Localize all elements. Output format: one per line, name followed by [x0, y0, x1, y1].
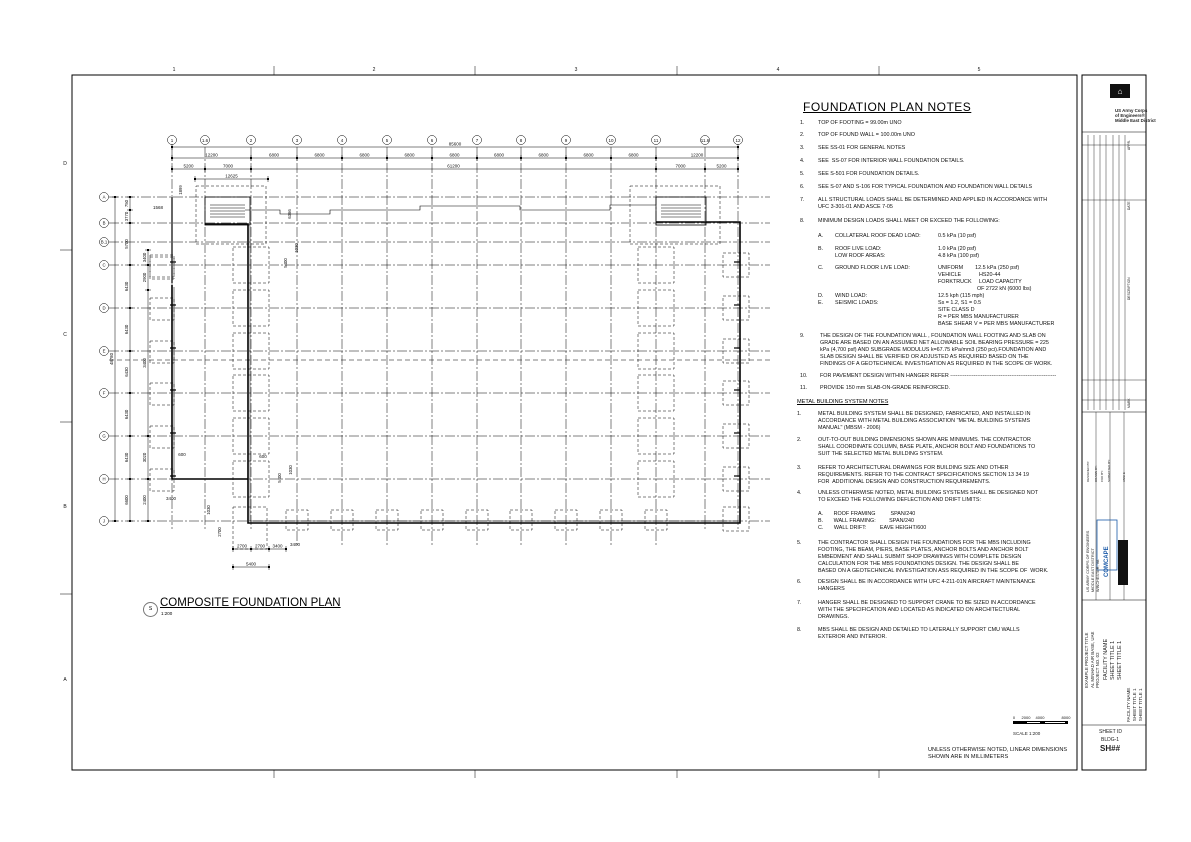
grid-row-label: A: [102, 194, 106, 200]
scale-bar-tick: 8000: [1061, 715, 1071, 720]
agency-name: US Army Corps of Engineers® Middle East District: [1115, 108, 1156, 123]
grid-column-label: 2: [249, 138, 253, 143]
dim-left-mark: [129, 264, 131, 266]
mbs-item-text: THE CONTRACTOR SHALL DESIGN THE FOUNDATIONS FOR THE MBS INCLUDING FOOTING, THE BEAM, PIERS, BASE PLATES, ANCHOR BOLTS AND ANCHOR BOLT EMBEDMENT AND SHALL SUBMIT SHOP DRAWINGS WITH COMPLETE DESIGN CALCULATION FOR THE MBS FOUNDATIONS DESIGN. THE DESIGN SHALL BE BASED ON A GEOTECHNICAL INVESTIGATION ASS REQUIRED IN THE SCOPE OF WORK.: [818, 540, 1049, 574]
dim-left-mark: [129, 307, 131, 309]
grid-column-label: 5: [385, 138, 389, 143]
dim-bottom2-mark: [232, 566, 234, 568]
zone-column-label: 1: [172, 67, 176, 73]
dim-bottom-label: 3400: [272, 543, 283, 549]
load-item-number: D. E.: [818, 293, 824, 306]
mbs-item-number: 5.: [797, 540, 802, 546]
grid-column-label: 6: [430, 138, 434, 143]
dim-left-inner-label: 3400: [142, 358, 147, 368]
load-value: UNIFORM 12.5 kPa (250 psf) VEHICLE HS20-44 FORKTRUCK LOAD CAPACITY OF 2722 kN (6000 lbs): [938, 265, 1032, 292]
grid-column-label: 12: [735, 138, 741, 143]
dim-left-overall-mark: [114, 520, 116, 522]
mbs-item-text: REFER TO ARCHITECTURAL DRAWINGS FOR BUILDING SIZE AND OTHER REQUIREMENTS. REFER TO THE CONTRACT SPECIFICATIONS SECTION 13 34 19 FOR ADDITIONAL DESIGN AND CONSTRUCTION REQUIREMENTS.: [818, 465, 1029, 485]
revision-header: DESCRIPTION: [1127, 277, 1131, 300]
dim-left-inner-mark: [147, 478, 149, 480]
dim-left-label: 6430: [124, 367, 129, 377]
dim-bays-label: 6800: [538, 152, 549, 158]
dim-bays-label: 12200: [205, 152, 218, 158]
revision-header: APPR.: [1127, 140, 1131, 150]
contractor-logo: [1118, 540, 1128, 585]
zone-row-label: B: [63, 504, 67, 510]
footing: [150, 257, 174, 279]
dim-sub-mark: [250, 168, 252, 170]
mbs-item-text: UNLESS OTHERWISE NOTED, METAL BUILDING SYSTEMS SHALL BE DESIGNED NOT TO EXCEED THE FOLLOWING DEFLECTION AND DRIFT LIMITS: A. ROOF FRAMING SPAN/240 B. WALL FRAMING: SPAN/240 C. WALL DRIFT: EAVE HEIGHT/600: [818, 490, 1039, 531]
dim-misc: 5400: [277, 473, 282, 483]
dim-left-label: 6430: [124, 452, 129, 463]
footing: [150, 255, 174, 277]
footing: [150, 383, 174, 405]
load-item-text: COLLATERAL ROOF DEAD LOAD:: [835, 233, 921, 239]
dim-sub-label: 7000: [675, 163, 686, 169]
note-item-text: MINIMUM DESIGN LOADS SHALL MEET OR EXCEED THE FOLLOWING:: [818, 218, 1000, 224]
dim-sub-mark: [704, 168, 706, 170]
sheet-title-large: FACILITY NAME SHEET TITLE 1 SHEET TITLE 1: [1103, 638, 1123, 680]
grid-row-label: D: [102, 305, 106, 311]
mbs-item-text: DESIGN SHALL BE IN ACCORDANCE WITH UFC 4-211-01N AIRCRAFT MAINTENANCE HANGERS: [818, 579, 1036, 592]
sheet-size: ANSI E: [1122, 472, 1126, 482]
grid-column-label: 3: [295, 138, 299, 143]
grid-row-label: H: [102, 476, 106, 482]
dim-door-label: 12625: [225, 173, 238, 179]
mbs-item-number: 6.: [797, 579, 802, 585]
load-value: 12.5 kph (115 mph) Ss = 1.2, S1 = 0.5 SITE CLASS D R = PER MBS MANUFACTURER BASE SHEAR V = PER MBS MANUFACTURER: [938, 293, 1055, 327]
dim-bottom2-label: 5400: [245, 561, 257, 567]
grid-row-label: F: [102, 390, 106, 396]
dim-bays-mark: [171, 157, 173, 159]
dim-bays-mark: [250, 157, 252, 159]
note-item-text: SEE SS-07 FOR INTERIOR WALL FOUNDATION DETAILS.: [818, 158, 965, 164]
note-item-text: SEE S-501 FOR FOUNDATION DETAILS.: [818, 171, 920, 177]
grid-column-label: 9: [564, 138, 568, 143]
revision-header: MARK: [1127, 398, 1131, 408]
mbs-item-text: HANGER SHALL BE DESIGNED TO SUPPORT CRANE TO BE SIZED IN ACCORDANCE WITH THE SPECIFICATION AND LOCATED AS INDICATED ON ARCHITECTURAL DRAWINGS.: [818, 600, 1036, 620]
note-item-number: 10.: [800, 373, 808, 379]
note-item-number: 5.: [800, 171, 805, 177]
scale-bar-tick: 0: [1012, 715, 1016, 720]
submitted-by: SUBMITTED BY:: [1107, 459, 1111, 482]
dim-left-label: 6430: [124, 324, 129, 335]
company-logo: COMCAPE: [1104, 546, 1110, 577]
designed-by: DESIGNED BY:: [1086, 460, 1090, 482]
dim-misc: 3400: [289, 542, 301, 547]
grid-column-label: 1.6: [201, 138, 209, 143]
dim-overall-mark: [737, 146, 739, 148]
grid-column-label: 11: [653, 138, 659, 143]
sheet-title: FACILITY NAME SHEET TITLE 1 SHEET TITLE 1: [1126, 687, 1143, 722]
note-item-text: SEE SS-01 FOR GENERAL NOTES: [818, 145, 906, 151]
note-item-number: 1.: [800, 120, 805, 126]
zone-column-label: 5: [977, 67, 981, 73]
sheet-number: SH##: [1100, 744, 1121, 753]
footing: [150, 426, 174, 448]
dim-sub-label: 7000: [222, 163, 234, 169]
note-item-number: 11.: [800, 385, 808, 391]
dim-sub-label: 61200: [447, 163, 460, 169]
dim-sub-mark: [171, 168, 173, 170]
grid-column-label: 4: [340, 138, 344, 143]
note-item-text: SEE S-07 AND S-106 FOR TYPICAL FOUNDATION AND FOUNDATION WALL DETAILS: [818, 184, 1033, 190]
dim-bottom-mark: [232, 548, 234, 550]
dim-bays-mark: [341, 157, 343, 159]
dim-left-inner-label: 3020: [142, 452, 147, 463]
dim-bays-mark: [386, 157, 388, 159]
mbs-item-text: OUT-TO-OUT BUILDING DIMENSIONS SHOWN ARE MINIMUMS. THE CONTRACTOR SHALL COORDINATE COLUMN, BASE PLATE, ANCHOR BOLT AND FOUNDATIONS TO SUIT THE SELECTED METAL BUILDING SYSTEM.: [818, 437, 1036, 457]
dim-misc: 3400: [165, 496, 177, 501]
load-value: 0.5 kPa (10 psf): [938, 233, 977, 239]
plan-title-text: COMPOSITE FOUNDATION PLAN: [160, 597, 341, 609]
zone-row-label: C: [63, 332, 67, 338]
sheet-id: BLDG-1: [1101, 737, 1120, 743]
dim-misc: 1030: [288, 465, 293, 475]
note-item-number: 3.: [800, 145, 805, 151]
dim-left-mark: [129, 350, 131, 352]
mbs-item-number: 3.: [797, 465, 802, 471]
grid-row-label: B.1: [100, 239, 108, 245]
load-value: 1.0 kPa (20 psf) 4.8 kPa (100 psf): [938, 246, 980, 259]
dim-left-label: 6430: [124, 409, 129, 420]
zone-column-label: 4: [776, 67, 780, 73]
dim-bays-label: 6800: [268, 152, 280, 158]
notes-title: FOUNDATION PLAN NOTES: [803, 100, 972, 114]
castle-icon: ⌂: [1117, 87, 1123, 96]
grid-row-label: C: [102, 262, 106, 268]
scale-bar-tick: 2000: [1021, 715, 1031, 720]
dim-overall-mark: [171, 146, 173, 148]
dim-left-mark: [129, 196, 131, 198]
note-item-number: 7.: [800, 197, 805, 203]
grid-column-label: 11.6: [700, 138, 710, 143]
dim-overall-label: 85600: [448, 141, 462, 147]
grid-row-label: E: [102, 348, 106, 354]
grid-column-label: 8: [519, 138, 523, 143]
mbs-item-text: MBS SHALL BE DESIGN AND DETAILED TO LATERALLY SUPPORT CMU WALLS EXTERIOR AND INTERIOR.: [818, 627, 1020, 640]
dim-left-label: 5700: [124, 239, 129, 249]
dim-left-inner-label: 2900: [142, 272, 147, 283]
dim-left-label: 6430: [124, 281, 129, 292]
dim-left-mark: [129, 478, 131, 480]
dim-left-inner-label: 3400: [142, 252, 147, 263]
dim-bays-mark: [565, 157, 567, 159]
dim-left-inner-mark: [147, 289, 149, 291]
note-item-text: TOP OF FOUND WALL = 100.00m UNO: [818, 132, 915, 138]
foundation-wall-inner: [174, 226, 738, 521]
mbs-item-number: 2.: [797, 437, 802, 443]
dim-left-mark: [129, 392, 131, 394]
detail-callout: S: [143, 602, 158, 617]
foundation-wall: [172, 222, 740, 523]
dim-bottom-label: 2700: [236, 543, 248, 549]
dim-door-mark: [194, 178, 196, 180]
dim-bays-label: 12200: [690, 152, 704, 158]
plan-scale: 1:200: [161, 611, 173, 616]
grid-row-label: B: [102, 220, 106, 226]
dim-bays-mark: [610, 157, 612, 159]
zone-column-label: 2: [372, 67, 376, 73]
project-name: EXAMPLE PROJECT TITLE AL MINHAD AIR BASE, UAE PROJECT NO. 02: [1084, 631, 1100, 688]
note-item-number: 2.: [800, 132, 805, 138]
scale-bar-segment: [1045, 722, 1065, 723]
dim-bays-label: 6800: [404, 152, 415, 158]
dim-sub-mark: [737, 168, 739, 170]
note-item-number: 8.: [800, 218, 805, 224]
grid-row-label: J: [102, 518, 106, 524]
dim-left-mark: [129, 222, 131, 224]
note-item-text: ALL STRUCTURAL LOADS SHALL BE DETERMINED AND APPLIED IN ACCORDANCE WITH UFC 3-301-01 AND ASCE 7-05: [818, 197, 1048, 210]
dim-left-overall-label: 48780: [109, 353, 114, 365]
dim-misc: 1899: [178, 185, 183, 195]
dim-bays-mark: [737, 157, 739, 159]
door-footing-left: [196, 186, 266, 244]
note-item-text: TOP OF FOOTING = 99.00m UNO: [818, 120, 902, 126]
dim-bays-label: 6800: [359, 152, 370, 158]
dim-bays-label: 6800: [493, 152, 505, 158]
dim-sub-label: 5200: [183, 163, 194, 169]
dim-left-label: 750: [124, 199, 129, 208]
dim-bottom-label: 2700: [254, 543, 266, 549]
zone-row-label: D: [63, 161, 67, 167]
dim-misc: 1568: [152, 205, 164, 210]
door-footing-right: [630, 186, 720, 244]
dim-bays-label: 6800: [314, 152, 325, 158]
dim-left-inner-mark: [147, 435, 149, 437]
mbs-item-number: 4.: [797, 490, 802, 496]
dim-left-mark: [129, 209, 131, 211]
dim-left-label: 6600: [124, 495, 129, 505]
grid-column-label: 1: [170, 138, 174, 143]
dim-bottom-mark: [250, 548, 252, 550]
dim-bays-mark: [655, 157, 657, 159]
plan-title: [160, 597, 341, 610]
dim-door-mark: [267, 178, 269, 180]
dim-left-overall-mark: [114, 196, 116, 198]
dim-misc: 1030: [206, 505, 211, 515]
zone-row-label: A: [63, 677, 67, 683]
load-item-text: GROUND FLOOR LIVE LOAD:: [835, 265, 910, 271]
dim-left-label: 3770: [124, 211, 129, 222]
dim-bottom-mark: [285, 548, 287, 550]
dim-left-inner-label: 2400: [142, 495, 147, 505]
dim-bays-label: 6800: [583, 152, 594, 158]
footing: [150, 469, 174, 491]
checked-by: CKD BY:: [1100, 470, 1104, 482]
dim-bays-label: 6800: [628, 152, 639, 158]
dim-bays-label: 6800: [449, 152, 460, 158]
note-item-text: PROVIDE 150 mm SLAB-ON-GRADE REINFORCED.: [820, 385, 950, 391]
dim-left-inner-mark: [147, 520, 149, 522]
dim-left-mark: [129, 520, 131, 522]
dim-left-inner-mark: [147, 264, 149, 266]
load-item-number: B.: [818, 246, 824, 252]
grid-row-label: G: [102, 433, 106, 439]
mbs-item-number: 8.: [797, 627, 802, 633]
note-item-number: 6.: [800, 184, 805, 190]
load-item-number: A.: [818, 233, 824, 239]
dim-left-mark: [129, 435, 131, 437]
note-item-number: 9.: [800, 333, 805, 339]
district-name: US ARMY CORPS OF ENGINEERS MIDDLE EAST DISTRICT WINCHESTER, VA: [1086, 530, 1100, 592]
mbs-notes-title: METAL BUILDING SYSTEM NOTES: [797, 399, 889, 405]
dim-bottom-mark: [268, 548, 270, 550]
hangar-door-track: [245, 205, 656, 214]
mbs-item-number: 1.: [797, 411, 802, 417]
grid-column-label: 7: [475, 138, 479, 143]
dim-bays-mark: [476, 157, 478, 159]
dim-misc: 600: [259, 454, 267, 459]
dim-sub-label: 5200: [716, 163, 727, 169]
scale-bar-tick: 4000: [1035, 715, 1045, 720]
dim-bays-mark: [431, 157, 433, 159]
dim-misc: 5400: [283, 258, 288, 268]
dim-misc: 1030: [294, 243, 299, 253]
note-item-number: 4.: [800, 158, 805, 164]
scale-bar-label: SCALE 1:200: [1013, 731, 1041, 736]
dim-left-inner-mark: [147, 249, 149, 251]
dim-bays-mark: [296, 157, 298, 159]
footer-note: UNLESS OTHERWISE NOTED, LINEAR DIMENSIONS SHOWN ARE IN MILLIMETERS: [928, 747, 1068, 760]
dim-misc: 6366: [287, 209, 292, 219]
dim-sub-mark: [204, 168, 206, 170]
drawn-by: DRAWN BY:: [1094, 465, 1098, 482]
note-item-text: FOR PAVEMENT DESIGN WITHIN HANGER REFER -----------------------------------------------------------: [820, 373, 1057, 379]
footing: [723, 507, 749, 531]
footing: [150, 298, 174, 320]
load-item-text: ROOF LIVE LOAD: LOW ROOF AREAS:: [835, 246, 886, 259]
load-item-number: C.: [818, 265, 824, 271]
grid-column-label: 10: [608, 138, 614, 143]
scale-bar-segment: [1027, 722, 1040, 723]
dim-misc: 2700: [217, 527, 222, 537]
dim-bottom2-mark: [268, 566, 270, 568]
note-item-text: THE DESIGN OF THE FOUNDATION WALL , FOUNDATION WALL FOOTING AND SLAB ON GRADE ARE BASED ON AN ASSUMED NET ALLOWABLE SOIL BEARING PRESSURE = 225 kPa (4,700 psf) AND SUBGRADE MODULUS k=67.75 kPa/mm3 (250 pci).FOUNDATION AND SLAB DESIGN SHALL BE VERIFIED OR ADJUSTED AS REQUIRED BASED ON THE FINDINGS OF A GEOTECHNICAL INVESTIGATION AS REQUIRED IN THE SCOPE OF WORK.: [820, 333, 1053, 367]
sheet-id-label: SHEET ID: [1099, 729, 1122, 735]
dim-sub-mark: [655, 168, 657, 170]
load-item-text: WIND LOAD: SEISMIC LOADS:: [835, 293, 879, 306]
revision-header: DATE: [1127, 201, 1131, 210]
mbs-item-number: 7.: [797, 600, 802, 606]
dim-misc: 600: [178, 452, 186, 457]
zone-column-label: 3: [574, 67, 578, 73]
dim-bays-mark: [520, 157, 522, 159]
mbs-item-text: METAL BUILDING SYSTEM SHALL BE DESIGNED, FABRICATED, AND INSTALLED IN ACCORDANCE WITH METAL BUILDING ASSOCIATION "METAL BUILDING SYSTEMS MANUAL" (MBSM - 2006): [818, 411, 1031, 431]
